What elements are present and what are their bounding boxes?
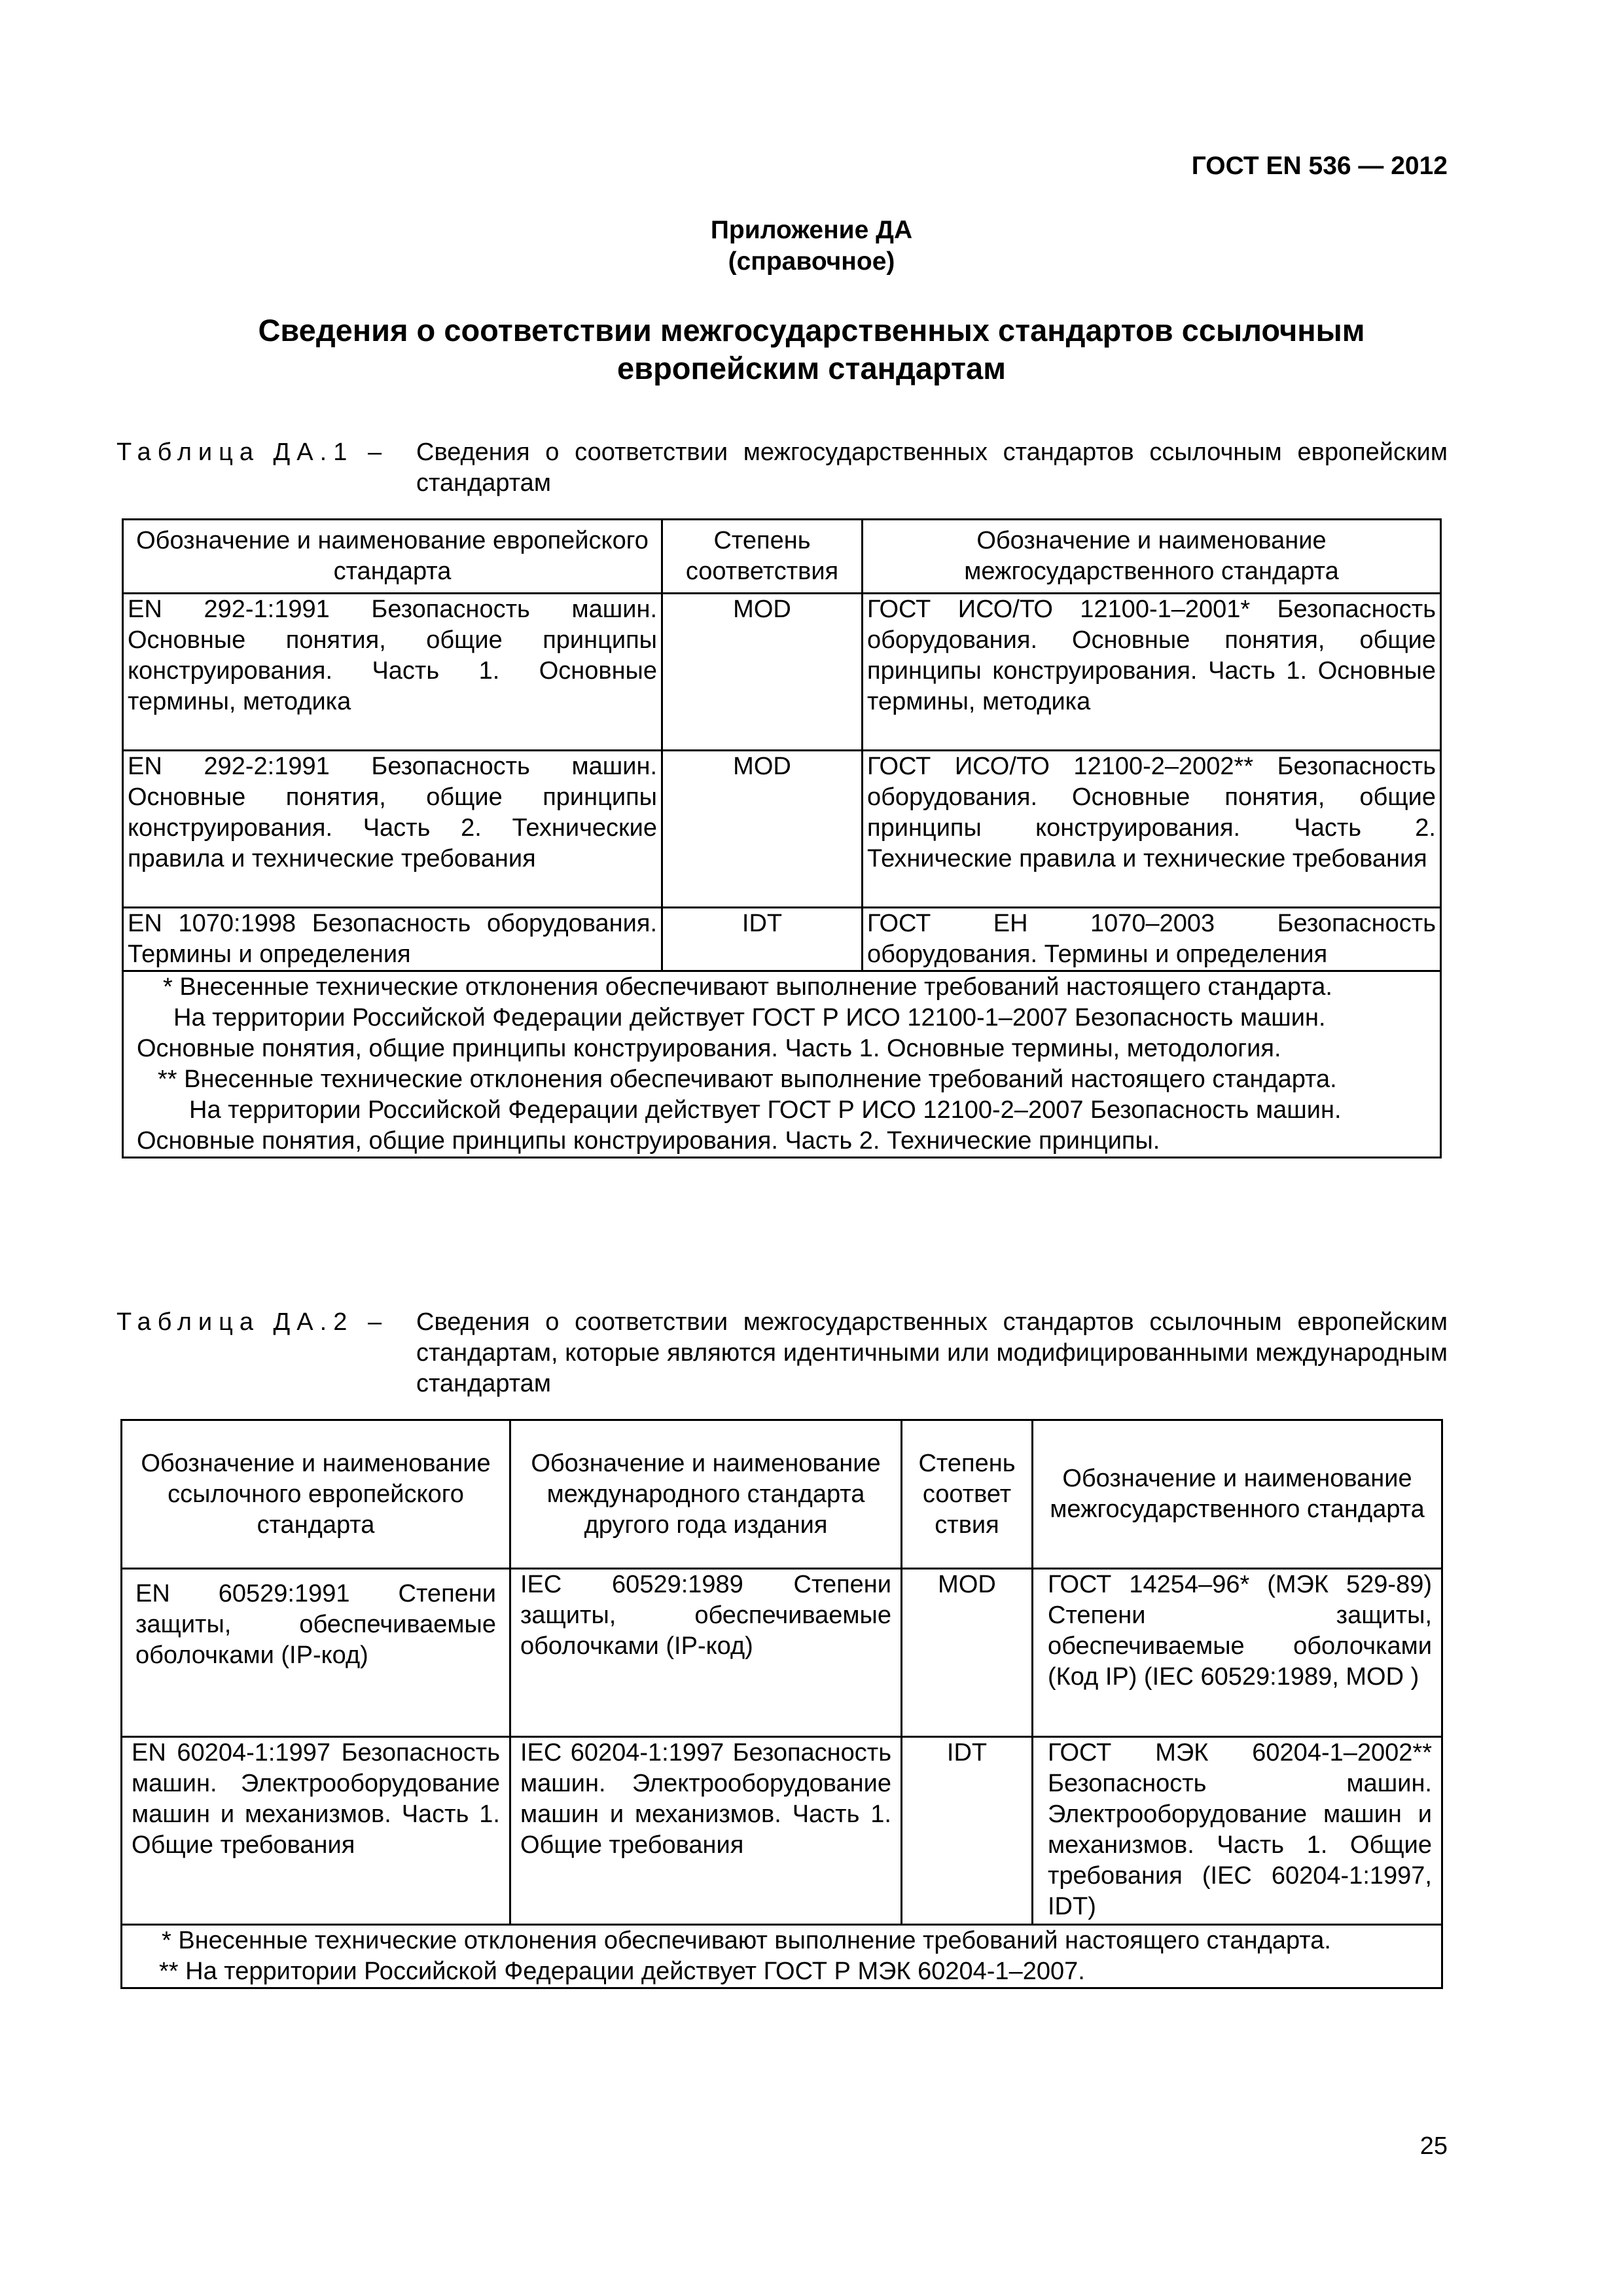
table1-note3: ** Внесенные технические отклонения обеспечивают выполнение требований настоящего стандарта. bbox=[158, 1066, 1337, 1093]
table2-row2-international: IEC 60204-1:1997 Безопасность машин. Электрооборудование машин и механизмов. Часть 1. Общие требования bbox=[510, 1737, 902, 1925]
table-row bbox=[123, 594, 1441, 751]
appendix-title: Приложение ДА bbox=[710, 216, 913, 244]
table1-label: Таблица ДА.1 bbox=[116, 439, 354, 466]
table2-header-interstate: Обозначение и наименование межгосударственного стандарта bbox=[1033, 1420, 1442, 1569]
table2-header-international: Обозначение и наименование международного стандарта другого года издания bbox=[510, 1420, 902, 1569]
table1-note4: На территории Российской Федерации действует ГОСТ Р ИСО 12100-2–2007 Безопасность машин. Основные понятия, общие принципы конструирования. Часть 2. Технические принципы. bbox=[137, 1096, 1342, 1155]
table2-row2-degree: IDT bbox=[902, 1737, 1033, 1925]
document-title-line1: Сведения о соответствии межгосударственных стандартов ссылочным bbox=[258, 313, 1365, 348]
table1 bbox=[122, 518, 1442, 1158]
table2-note2: ** На территории Российской Федерации действует ГОСТ Р МЭК 60204-1–2007. bbox=[159, 1958, 1085, 1985]
table1-row1-degree: MOD bbox=[662, 594, 863, 751]
table2-caption bbox=[116, 1307, 1448, 1399]
table1-header-interstate: Обозначение и наименование межгосударственного стандарта bbox=[863, 520, 1441, 594]
table1-header-degree: Степень соответствия bbox=[662, 520, 863, 594]
table2-header-european: Обозначение и наименование ссылочного европейского стандарта bbox=[122, 1420, 510, 1569]
table2-notes-row bbox=[122, 1925, 1442, 1988]
table1-notes bbox=[123, 971, 1441, 1158]
table1-caption-text: Сведения о соответствии межгосударственных стандартов ссылочным европейским стандартам bbox=[416, 439, 1448, 497]
table2-note1: * Внесенные технические отклонения обеспечивают выполнение требований настоящего стандарта. bbox=[162, 1927, 1331, 1954]
document-title-line2: европейским стандартам bbox=[617, 351, 1006, 386]
table1-header-row bbox=[123, 520, 1441, 594]
table2-row2-interstate: ГОСТ МЭК 60204-1–2002** Безопасность машин. Электрооборудование машин и механизмов. Часть 1. Общие требования (IEC 60204-1:1997, IDT) bbox=[1033, 1737, 1442, 1925]
table1-header-european: Обозначение и наименование европейского стандарта bbox=[123, 520, 662, 594]
table2-dash: – bbox=[368, 1308, 382, 1336]
table1-row3-degree: IDT bbox=[662, 908, 863, 971]
table1-row2-european: EN 292-2:1991 Безопасность машин. Основные понятия, общие принципы конструирования. Часть 2. Технические правила и технические требования bbox=[123, 751, 662, 908]
table1-row3-european: EN 1070:1998 Безопасность оборудования. Термины и определения bbox=[123, 908, 662, 971]
table1-note1: * Внесенные технические отклонения обеспечивают выполнение требований настоящего стандарта. bbox=[163, 973, 1332, 1001]
table1-caption bbox=[116, 437, 1448, 499]
table2-row1-interstate: ГОСТ 14254–96* (МЭК 529-89) Степени защиты, обеспечиваемые оболочками (Код IP) (IEC 60529:1989, MOD ) bbox=[1033, 1569, 1442, 1737]
table-row bbox=[123, 751, 1441, 908]
appendix-heading bbox=[0, 215, 1623, 278]
table1-note2: На территории Российской Федерации действует ГОСТ Р ИСО 12100-1–2007 Безопасность машин. Основные понятия, общие принципы конструирования. Часть 1. Основные термины, методология. bbox=[137, 1004, 1326, 1062]
document-title bbox=[0, 312, 1623, 387]
table2-caption-text: Сведения о соответствии межгосударственных стандартов ссылочным европейским стандартам, которые являются идентичными или модифицированными международным стандартам bbox=[416, 1308, 1448, 1397]
table2-header-degree: Степень соответ ствия bbox=[902, 1420, 1033, 1569]
page-number: 25 bbox=[1419, 2132, 1448, 2160]
table2-header-row bbox=[122, 1420, 1442, 1569]
table2-row1-international: IEC 60529:1989 Степени защиты, обеспечиваемые оболочками (IP-код) bbox=[510, 1569, 902, 1737]
table1-row3-interstate: ГОСТ ЕН 1070–2003 Безопасность оборудования. Термины и определения bbox=[863, 908, 1441, 971]
page-header-standard: ГОСТ EN 536 — 2012 bbox=[1191, 152, 1448, 180]
table-row bbox=[122, 1737, 1442, 1925]
table-row bbox=[123, 908, 1441, 971]
table-row bbox=[122, 1569, 1442, 1737]
table2-row1-degree: MOD bbox=[902, 1569, 1033, 1737]
table2 bbox=[120, 1419, 1443, 1989]
table2-notes bbox=[122, 1925, 1442, 1988]
appendix-type: (справочное) bbox=[728, 247, 895, 276]
table1-row1-european: EN 292-1:1991 Безопасность машин. Основные понятия, общие принципы конструирования. Часть 1. Основные термины, методика bbox=[123, 594, 662, 751]
table2-label: Таблица ДА.2 bbox=[116, 1308, 354, 1336]
table1-row2-interstate: ГОСТ ИСО/ТО 12100-2–2002** Безопасность оборудования. Основные понятия, общие принципы конструирования. Часть 2. Технические правила и технические требования bbox=[863, 751, 1441, 908]
table1-row1-interstate: ГОСТ ИСО/ТО 12100-1–2001* Безопасность оборудования. Основные понятия, общие принципы конструирования. Часть 1. Основные термины, методика bbox=[863, 594, 1441, 751]
table1-notes-row bbox=[123, 971, 1441, 1158]
table1-dash: – bbox=[368, 439, 382, 466]
table2-row2-european: EN 60204-1:1997 Безопасность машин. Электрооборудование машин и механизмов. Часть 1. Общие требования bbox=[122, 1737, 510, 1925]
table1-row2-degree: MOD bbox=[662, 751, 863, 908]
table2-row1-european: EN 60529:1991 Степени защиты, обеспечиваемые оболочками (IP-код) bbox=[122, 1569, 510, 1737]
